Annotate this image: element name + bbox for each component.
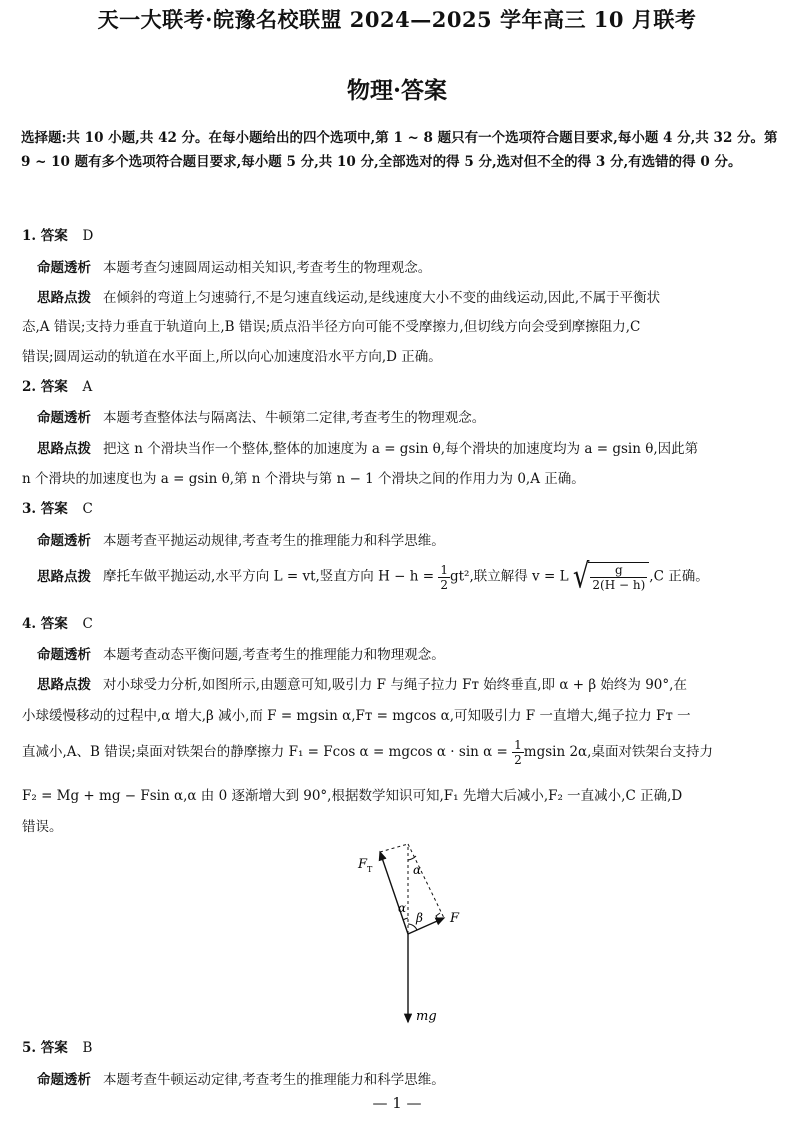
q5-number: 5. xyxy=(22,1040,37,1056)
label-f: F xyxy=(450,911,460,926)
q3-hint xyxy=(37,557,709,597)
q2-answer: A xyxy=(82,379,93,395)
hint-label: 思路点拨 xyxy=(37,677,91,693)
fraction-one-half: $\frac{1}{2}$ xyxy=(514,738,522,767)
q3-hint-text-c: ,C 正确。 xyxy=(649,568,709,585)
hint-label: 思路点拨 xyxy=(37,290,91,306)
answer-label: 答案 xyxy=(40,228,68,244)
q4-hint-text-3b: mgsin 2α,桌面对铁架台支持力 xyxy=(523,744,713,760)
q1-insight xyxy=(37,256,431,276)
q4-answer: C xyxy=(82,616,93,632)
page-number: — 1 — xyxy=(372,1094,422,1112)
q3-hint-text-b: gt²,联立解得 v = L xyxy=(449,568,569,585)
q2-hint xyxy=(37,437,698,457)
q1-hint xyxy=(37,286,660,306)
answer-label: 答案 xyxy=(40,616,68,632)
q1-insight-text: 本题考查匀速圆周运动相关知识,考查考生的物理观念。 xyxy=(103,260,432,276)
insight-label: 命题透析 xyxy=(37,410,91,426)
q2-insight-text: 本题考查整体法与隔离法、牛顿第二定律,考查考生的物理观念。 xyxy=(103,410,486,426)
q4-insight xyxy=(37,643,445,663)
label-beta: β xyxy=(416,911,423,925)
label-alpha-bottom: α xyxy=(398,901,407,915)
subject-title: 物理·答案 xyxy=(346,77,447,104)
q5-insight-text: 本题考查牛顿运动定律,考查考生的推理能力和科学思维。 xyxy=(103,1072,445,1088)
q3-answer: C xyxy=(82,501,93,517)
q4-hint xyxy=(37,673,687,693)
dashed-side-right xyxy=(408,844,444,918)
tension-force-arrow xyxy=(380,852,408,934)
q2-insight xyxy=(37,406,485,426)
q2-hint-text-1: 把这 n 个滑块当作一个整体,整体的加速度为 a = gsin θ,每个滑块的加速度均为 a = gsin θ,因此第 xyxy=(103,441,699,457)
q5-answer-line xyxy=(22,1036,92,1056)
q2-answer-line xyxy=(22,375,92,395)
intro-paragraph: 选择题:共 10 小题,共 42 分。在每小题给出的四个选项中,第 1 ~ 8 题只有一个选项符合题目要求,每小题 4 分,共 32 分。第 9 ~ 10 题有多个选项符合题目要求,每小题 5 分,共 10 分,全部选对的得 5 分,选对但不全的得 3 分,有选错的得 0 分。 xyxy=(21,130,778,170)
insight-label: 命题透析 xyxy=(37,647,91,663)
q4-hint-line-3 xyxy=(22,738,713,767)
q2-hint-text-2: n 个滑块的加速度也为 a = gsin θ,第 n 个滑块与第 n − 1 个滑块之间的作用力为 0,A 正确。 xyxy=(22,471,585,487)
q5-insight xyxy=(37,1068,445,1088)
q1-hint-text-2: 态,A 错误;支持力垂直于轨道向上,B 错误;质点沿半径方向可能不受摩擦力,但切线方向会受到摩擦阻力,C xyxy=(22,319,641,335)
q1-answer-line xyxy=(22,224,93,244)
insight-label: 命题透析 xyxy=(37,260,91,276)
q2-number: 2. xyxy=(22,379,37,395)
q3-insight-text: 本题考查平抛运动规律,考查考生的推理能力和科学思维。 xyxy=(103,533,445,549)
q4-hint-text-5: 错误。 xyxy=(22,819,63,835)
label-mg: mg xyxy=(416,1009,437,1024)
q1-hint-text-1: 在倾斜的弯道上匀速骑行,不是匀速直线运动,是线速度大小不变的曲线运动,因此,不属于平衡状 xyxy=(103,290,661,306)
label-ft-sub: T xyxy=(367,865,373,874)
q3-insight xyxy=(37,529,445,549)
q3-number: 3. xyxy=(22,501,37,517)
alpha-arc-bottom xyxy=(403,918,408,920)
answer-label: 答案 xyxy=(40,1040,68,1056)
sqrt-expression: √ $\frac{g}{2(H - h)}$ xyxy=(573,562,649,592)
answer-label: 答案 xyxy=(40,379,68,395)
q4-number: 4. xyxy=(22,616,37,632)
q1-answer: D xyxy=(82,228,94,244)
q3-hint-text-a: 摩托车做平抛运动,水平方向 L = vt,竖直方向 H − h = xyxy=(103,568,435,585)
q4-hint-text-4: F₂ = Mg + mg − Fsin α,α 由 0 逐渐增大到 90°,根据数学知识可知,F₁ 先增大后减小,F₂ 一直减小,C 正确,D xyxy=(22,788,683,804)
q5-answer: B xyxy=(82,1040,93,1056)
insight-label: 命题透析 xyxy=(37,1072,91,1088)
q1-number: 1. xyxy=(22,228,37,244)
label-ft: F xyxy=(358,857,368,872)
insight-label: 命题透析 xyxy=(37,533,91,549)
q4-answer-line xyxy=(22,612,93,632)
q4-hint-text-2: 小球缓慢移动的过程中,α 增大,β 减小,而 F = mgsin α,Fᴛ = mgcos α,可知吸引力 F 一直增大,绳子拉力 Fᴛ 一 xyxy=(22,708,691,724)
q4-insight-text: 本题考查动态平衡问题,考查考生的推理能力和物理观念。 xyxy=(103,647,445,663)
dashed-side-top xyxy=(380,844,408,852)
hint-label: 思路点拨 xyxy=(37,441,91,457)
fraction-one-half: $\frac{1}{2}$ xyxy=(440,562,448,592)
q3-answer-line xyxy=(22,497,93,517)
q1-hint-text-3: 错误;圆周运动的轨道在水平面上,所以向心加速度沿水平方向,D 正确。 xyxy=(22,349,442,365)
exam-title: 天一大联考·皖豫名校联盟 2024—2025 学年高三 10 月联考 xyxy=(97,7,697,32)
alpha-arc-top xyxy=(408,856,416,860)
q4-hint-text-3a: 直减小,A、B 错误;桌面对铁架台的静摩擦力 F₁ = Fcos α = mgcos α · sin α = xyxy=(22,744,508,760)
answer-label: 答案 xyxy=(40,501,68,517)
label-alpha-top: α xyxy=(413,863,422,877)
hint-label: 思路点拨 xyxy=(37,568,91,585)
force-diagram xyxy=(340,838,470,1028)
q4-hint-text-1: 对小球受力分析,如图所示,由题意可知,吸引力 F 与绳子拉力 Fᴛ 始终垂直,即 α + β 始终为 90°,在 xyxy=(103,677,687,693)
